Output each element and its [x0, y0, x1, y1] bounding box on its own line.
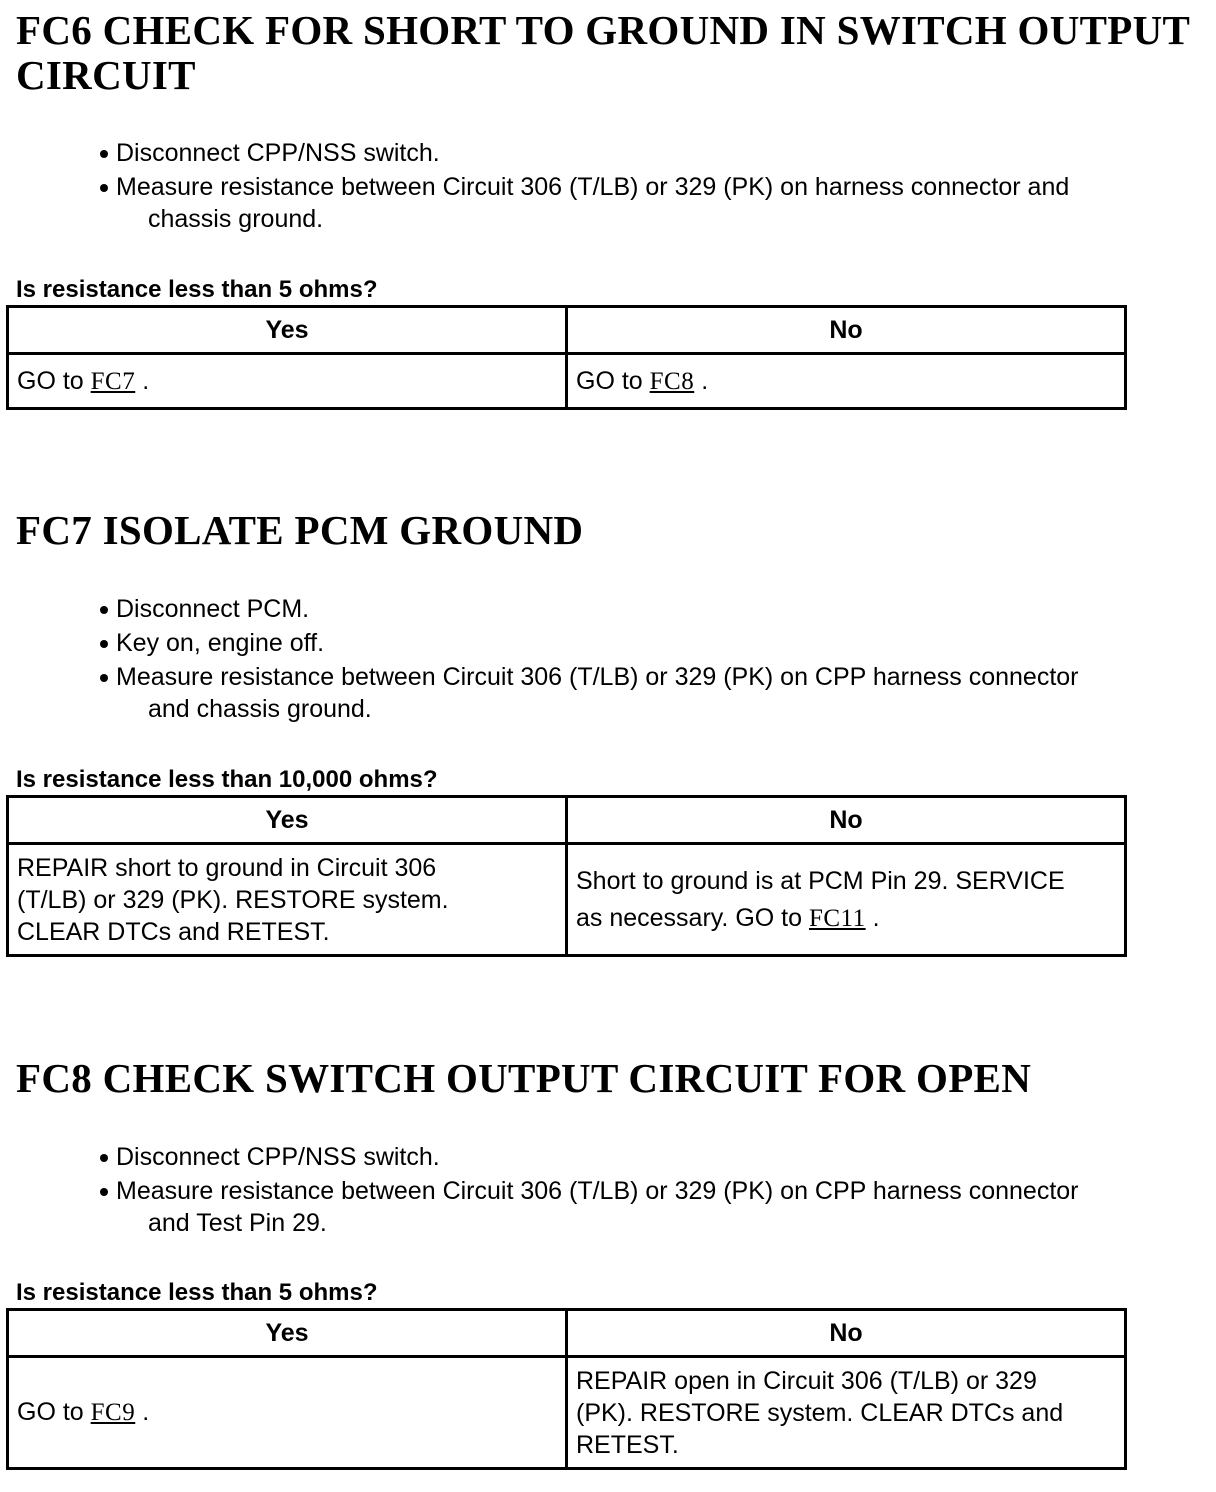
fc6-step-1 — [98, 137, 1198, 169]
fc7-yes-line1: REPAIR short to ground in Circuit 306 — [17, 853, 437, 882]
fc8-no-line2: (PK). RESTORE system. CLEAR DTCs and — [576, 1398, 1064, 1427]
fc7-yes-header: Yes — [8, 797, 567, 844]
fc6-no-cell — [567, 354, 1126, 409]
fc8-answer-table — [6, 1308, 1127, 1470]
fc7-step-3 — [98, 661, 1198, 725]
fc7-steps — [98, 593, 1198, 727]
fc7-no-header: No — [567, 797, 1126, 844]
fc6-title-line1: FC6 CHECK FOR SHORT TO GROUND IN SWITCH OUTPUT — [16, 7, 1191, 53]
fc7-step-1 — [98, 593, 1198, 625]
fc7-yes-cell — [8, 844, 567, 956]
bullet-icon — [100, 150, 108, 158]
fc7-title: FC7 ISOLATE PCM GROUND — [16, 507, 584, 553]
fc6-steps — [98, 137, 1198, 237]
fc7-yes-line2: (T/LB) or 329 (PK). RESTORE system. — [17, 885, 449, 914]
fc7-no-suffix: . — [872, 903, 880, 932]
fc8-no-header: No — [567, 1310, 1126, 1357]
fc6-question: Is resistance less than 5 ohms? — [16, 276, 378, 303]
fc8-no-line3: RETEST. — [576, 1430, 679, 1459]
fc6-answer-table — [6, 305, 1127, 410]
fc6-title — [16, 8, 1190, 98]
fc11-link[interactable]: FC11 — [808, 904, 866, 932]
fc8-yes-prefix: GO to — [17, 1398, 84, 1426]
fc8-no-line1: REPAIR open in Circuit 306 (T/LB) or 329 — [576, 1366, 1037, 1395]
fc8-yes-cell — [8, 1357, 567, 1469]
bullet-icon — [100, 184, 108, 192]
fc6-yes-cell — [8, 354, 567, 409]
fc8-step-1 — [98, 1141, 1198, 1173]
fc6-step-2-text: Measure resistance between Circuit 306 (T/LB) or 329 (PK) on harness connector and — [116, 173, 1070, 201]
fc6-no-header: No — [567, 307, 1126, 354]
fc8-step-1-text: Disconnect CPP/NSS switch. — [116, 1143, 440, 1171]
fc8-question: Is resistance less than 5 ohms? — [16, 1279, 378, 1306]
fc7-step-1-text: Disconnect PCM. — [116, 595, 310, 623]
fc7-step-2-text: Key on, engine off. — [116, 629, 325, 657]
fc7-question: Is resistance less than 10,000 ohms? — [16, 766, 438, 793]
bullet-icon — [100, 674, 108, 682]
bullet-icon — [100, 1188, 108, 1196]
fc8-step-2 — [98, 1175, 1198, 1239]
fc8-yes-header: Yes — [8, 1310, 567, 1357]
fc8-step-2-continued: and Test Pin 29. — [148, 1209, 327, 1237]
fc8-link[interactable]: FC8 — [649, 367, 695, 395]
fc8-no-cell — [567, 1357, 1126, 1469]
fc6-yes-suffix: . — [142, 366, 150, 395]
fc6-yes-prefix: GO to — [17, 366, 84, 395]
fc7-yes-line3: CLEAR DTCs and RETEST. — [17, 917, 330, 946]
fc6-step-2 — [98, 171, 1198, 235]
fc8-steps — [98, 1141, 1198, 1241]
fc7-no-line1: Short to ground is at PCM Pin 29. SERVICE — [576, 866, 1065, 895]
fc6-title-line2: CIRCUIT — [16, 52, 196, 98]
fc8-title: FC8 CHECK SWITCH OUTPUT CIRCUIT FOR OPEN — [16, 1055, 1032, 1101]
fc6-no-prefix: GO to — [576, 366, 643, 395]
fc7-answer-table — [6, 795, 1127, 957]
fc7-step-3-text: Measure resistance between Circuit 306 (T/LB) or 329 (PK) on CPP harness connector — [116, 663, 1079, 691]
fc7-step-3-continued: and chassis ground. — [148, 695, 372, 723]
fc6-step-1-text: Disconnect CPP/NSS switch. — [116, 139, 440, 167]
bullet-icon — [100, 606, 108, 614]
fc7-step-2 — [98, 627, 1198, 659]
fc6-no-suffix: . — [701, 366, 709, 395]
fc6-yes-header: Yes — [8, 307, 567, 354]
fc8-step-2-text: Measure resistance between Circuit 306 (T/LB) or 329 (PK) on CPP harness connector — [116, 1177, 1079, 1205]
fc6-step-2-continued: chassis ground. — [148, 205, 324, 233]
fc7-no-prefix: as necessary. GO to — [576, 903, 803, 932]
fc7-link[interactable]: FC7 — [90, 367, 136, 395]
bullet-icon — [100, 640, 108, 648]
bullet-icon — [100, 1154, 108, 1162]
fc7-no-cell — [567, 844, 1126, 956]
fc9-link[interactable]: FC9 — [90, 1399, 136, 1426]
fc8-yes-suffix: . — [142, 1398, 150, 1426]
